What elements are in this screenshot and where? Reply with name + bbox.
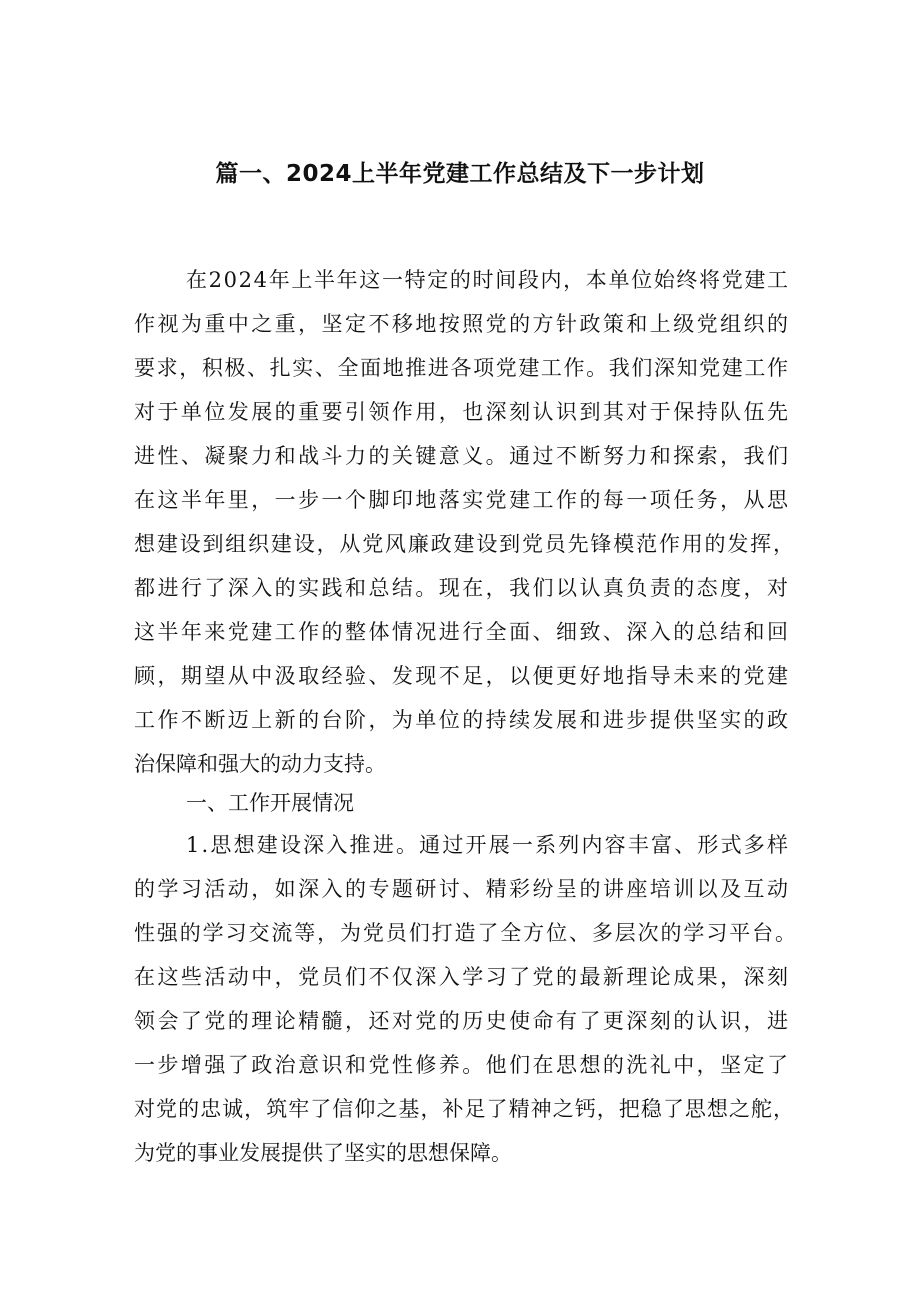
intro-line: 进性、凝聚力和战斗力的关键意义。通过不断努力和探索，我们 [134, 444, 791, 468]
intro-line: 在2024年上半年这一特定的时间段内，本单位始终将党建工 [186, 268, 790, 292]
intro-line: 治保障和强大的动力支持。 [134, 752, 386, 776]
section1-line: 1.思想建设深入推进。通过开展一系列内容丰富、形式多样 [186, 833, 791, 857]
section1-line: 对党的忠诚，筑牢了信仰之基，补足了精神之钙，把稳了思想之舵， [134, 1097, 796, 1121]
section-heading: 一、工作开展情况 [186, 791, 354, 815]
document-title: 篇一、2024上半年党建工作总结及下一步计划 [215, 161, 705, 187]
section1-line: 领会了党的理论精髓，还对党的历史使命有了更深刻的认识，进 [134, 1009, 791, 1033]
section1-line: 一步增强了政治意识和党性修养。他们在思想的洗礼中，坚定了 [134, 1053, 791, 1077]
section1-line: 的学习活动，如深入的专题研讨、精彩纷呈的讲座培训以及互动 [134, 877, 791, 901]
intro-line: 想建设到组织建设，从党风廉政建设到党员先锋模范作用的发挥， [134, 532, 796, 556]
intro-line: 要求，积极、扎实、全面地推进各项党建工作。我们深知党建工作 [134, 356, 790, 380]
intro-line: 顾，期望从中汲取经验、发现不足，以便更好地指导未来的党建 [134, 664, 791, 688]
section1-line: 性强的学习交流等，为党员们打造了全方位、多层次的学习平台。 [134, 921, 798, 945]
intro-line: 在这半年里，一步一个脚印地落实党建工作的每一项任务，从思 [134, 488, 791, 512]
intro-line: 作视为重中之重，坚定不移地按照党的方针政策和上级党组织的 [134, 312, 791, 336]
intro-line: 都进行了深入的实践和总结。现在，我们以认真负责的态度，对 [134, 576, 791, 600]
intro-line: 这半年来党建工作的整体情况进行全面、细致、深入的总结和回 [134, 620, 791, 644]
intro-line: 工作不断迈上新的台阶，为单位的持续发展和进步提供坚实的政 [134, 708, 791, 732]
intro-line: 对于单位发展的重要引领作用，也深刻认识到其对于保持队伍先 [134, 400, 791, 424]
section1-line: 在这些活动中，党员们不仅深入学习了党的最新理论成果，深刻 [134, 965, 791, 989]
section1-line: 为党的事业发展提供了坚实的思想保障。 [134, 1141, 512, 1165]
